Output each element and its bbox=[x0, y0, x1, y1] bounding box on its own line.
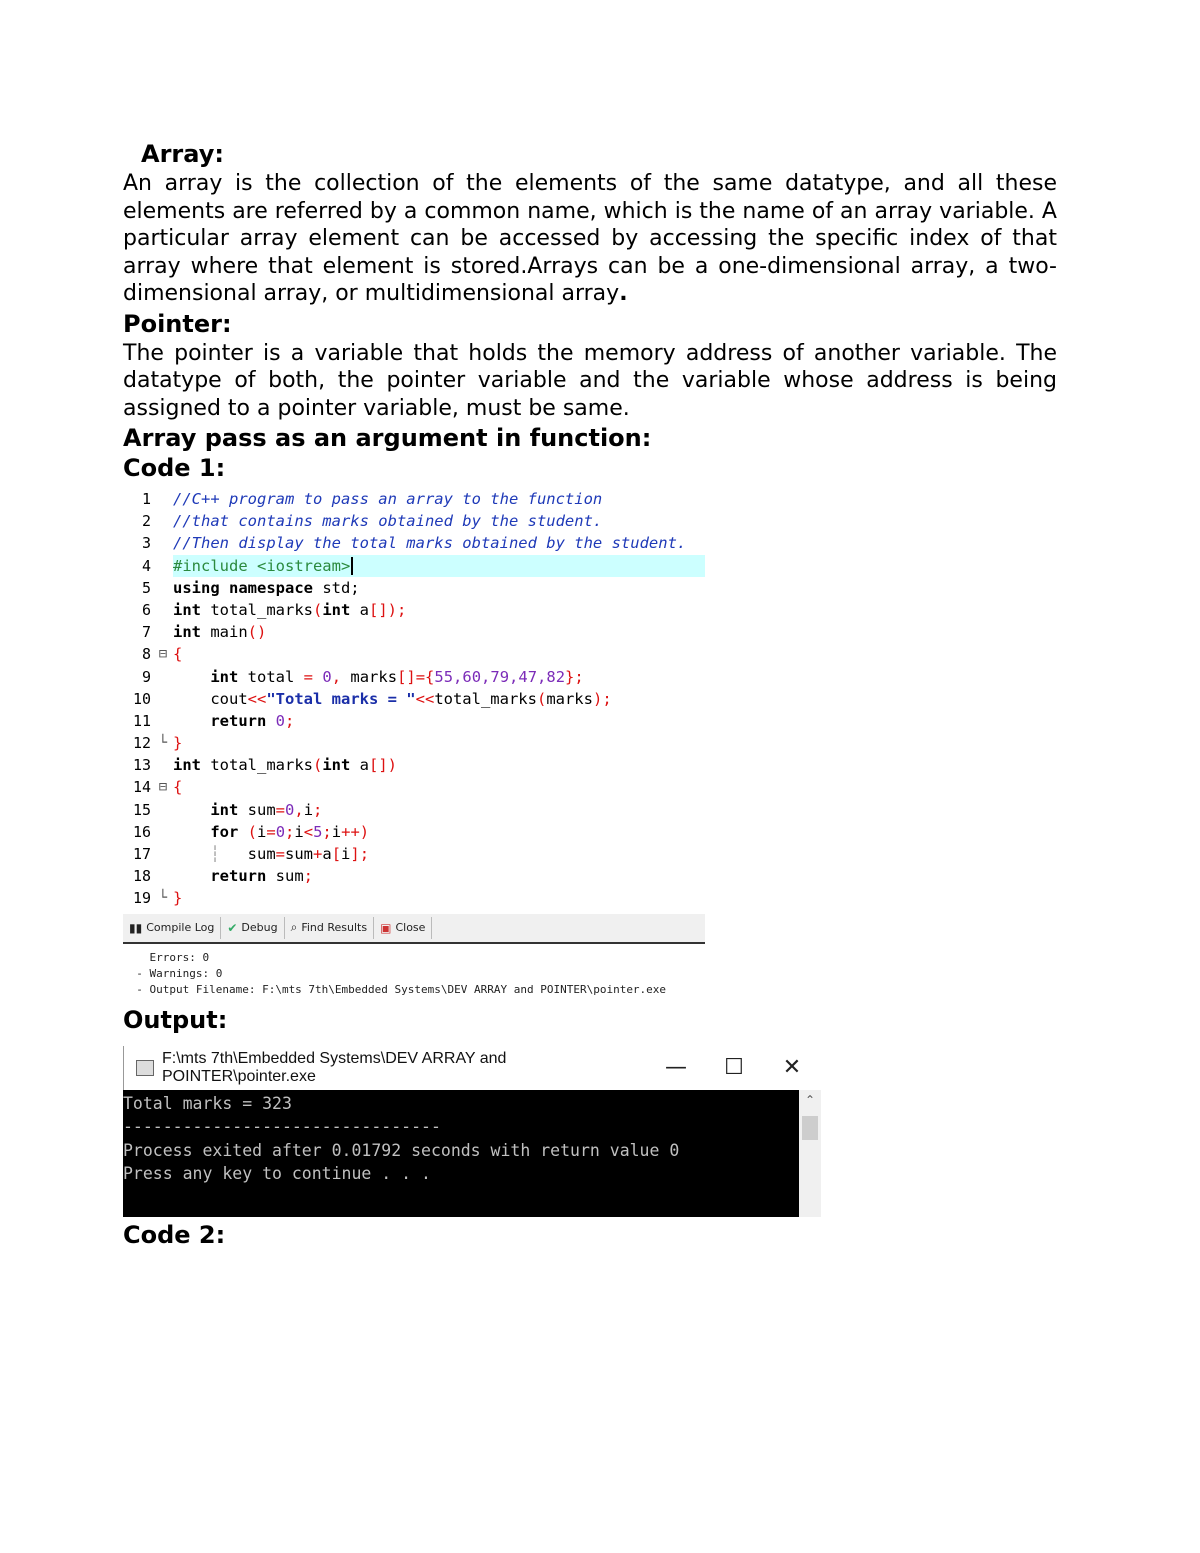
document-body bbox=[123, 138, 1057, 1251]
heading-output: Output: bbox=[123, 1005, 228, 1034]
code-line: 11 return 0; bbox=[123, 710, 705, 732]
fold-end-marker: └ bbox=[158, 890, 168, 907]
tab-compile-log[interactable]: ▮▮ Compile Log bbox=[123, 917, 221, 939]
search-icon: ⌕ bbox=[290, 920, 298, 935]
code-line bbox=[123, 532, 705, 554]
line-number: 11 bbox=[132, 711, 151, 730]
code-line: 5 using namespace std; bbox=[123, 577, 705, 599]
code-line: 13 int total_marks(int a[]) bbox=[123, 754, 705, 776]
code-line: 19 └ } bbox=[123, 887, 705, 909]
heading-code-1: Code 1: bbox=[123, 454, 226, 482]
console-screen[interactable]: Total marks = 323 -------------------------------- Process exited after 0.01792 seconds with return value 0 Press any key to continue . . . bbox=[123, 1090, 799, 1217]
line-number: 6 bbox=[141, 600, 151, 619]
code-line: 18 return sum; bbox=[123, 865, 705, 887]
code-line: 16 for (i=0;i<5;i++) bbox=[123, 821, 705, 843]
line-number: 10 bbox=[132, 689, 151, 708]
tab-close[interactable]: ▣ Close bbox=[374, 917, 432, 939]
code-editor bbox=[123, 488, 705, 910]
minimize-button[interactable]: — bbox=[665, 1055, 687, 1081]
line-number: 16 bbox=[132, 822, 151, 841]
line-number: 5 bbox=[141, 578, 151, 597]
line-number: 19 bbox=[132, 889, 151, 908]
fold-toggle-icon[interactable]: ⊟ bbox=[158, 779, 168, 796]
code-line: 7 int main() bbox=[123, 621, 705, 643]
code-line: 10 cout<<"Total marks = "<<total_marks(marks); bbox=[123, 688, 705, 710]
console-scrollbar[interactable] bbox=[799, 1090, 821, 1217]
tab-debug[interactable]: ✔ Debug bbox=[221, 917, 284, 939]
preprocessor: #include <iostream> bbox=[173, 556, 351, 575]
ide-bottom-tabs bbox=[123, 914, 705, 944]
comment: //C++ program to pass an array to the function bbox=[173, 490, 603, 508]
fold-end-marker: └ bbox=[158, 735, 168, 752]
code-line: 12 └ } bbox=[123, 732, 705, 754]
code-line bbox=[123, 488, 705, 510]
scroll-thumb[interactable] bbox=[802, 1116, 818, 1140]
text-cursor bbox=[351, 557, 353, 575]
line-number: 1 bbox=[141, 490, 151, 508]
line-number: 9 bbox=[141, 667, 151, 686]
paragraph-array bbox=[123, 170, 1057, 308]
line-number: 3 bbox=[141, 534, 151, 553]
code-line: 15 int sum=0,i; bbox=[123, 799, 705, 821]
console-title-bar bbox=[123, 1046, 821, 1090]
line-number: 12 bbox=[132, 734, 151, 753]
code-line-highlighted[interactable] bbox=[123, 555, 705, 577]
scroll-up-icon[interactable]: ⌃ bbox=[804, 1092, 816, 1107]
line-number: 18 bbox=[132, 867, 151, 886]
code-line: 6 int total_marks(int a[]); bbox=[123, 599, 705, 621]
line-number: 4 bbox=[141, 556, 151, 575]
array-period: . bbox=[619, 281, 628, 306]
code-line: 9 int total = 0, marks[]={55,60,79,47,82}; bbox=[123, 666, 705, 688]
check-icon: ✔ bbox=[227, 920, 238, 935]
line-number: 13 bbox=[132, 756, 151, 775]
console-body bbox=[123, 1090, 821, 1217]
code-line: 8 ⊟ { bbox=[123, 643, 705, 665]
comment: //Then display the total marks obtained by the student. bbox=[173, 534, 687, 553]
comment: //that contains marks obtained by the student. bbox=[173, 512, 603, 531]
line-number: 7 bbox=[141, 623, 151, 642]
paragraph-pointer: The pointer is a variable that holds the memory address of another variable. The datatype of both, the pointer variable and the variable whose address is being assigned to a pointer variable, must be same. bbox=[123, 340, 1057, 421]
line-number: 2 bbox=[141, 512, 151, 531]
console-title: F:\mts 7th\Embedded Systems\DEV ARRAY and POINTER\pointer.exe bbox=[162, 1049, 507, 1085]
heading-pointer: Pointer: bbox=[123, 309, 232, 338]
fold-toggle-icon[interactable]: ⊟ bbox=[158, 646, 168, 663]
console-window bbox=[123, 1046, 821, 1217]
maximize-button[interactable]: ☐ bbox=[724, 1055, 744, 1081]
heading-array-function: Array pass as an argument in function: bbox=[123, 424, 652, 452]
heading-array: Array: bbox=[141, 140, 224, 168]
compile-log-output: Errors: 0 - Warnings: 0 - Output Filename: F:\mts 7th\Embedded Systems\DEV ARRAY and POINTER\pointer.exe bbox=[123, 950, 667, 996]
close-button[interactable]: ✕ bbox=[782, 1055, 802, 1081]
line-number: 15 bbox=[132, 800, 151, 819]
console-app-icon bbox=[136, 1060, 154, 1076]
code-line: 17 ┆ sum=sum+a[i]; bbox=[123, 843, 705, 865]
array-text: An array is the collection of the elements of the same datatype, and all these elements are referred by a common name, which is the name of an array variable. A particular array element can be accessed by accessing the specific index of that array where that element is stored.Arrays can be a one-dimensional array, a two-dimensional array, or multidimensional array bbox=[123, 171, 1057, 306]
line-number: 8 bbox=[141, 645, 151, 664]
code-line: 14 ⊟ { bbox=[123, 776, 705, 798]
heading-code-2: Code 2: bbox=[123, 1220, 226, 1249]
close-icon: ▣ bbox=[380, 920, 392, 935]
line-number: 17 bbox=[132, 845, 151, 863]
bar-chart-icon: ▮▮ bbox=[129, 920, 143, 935]
tab-find-results[interactable]: ⌕ Find Results bbox=[285, 917, 375, 939]
code-line bbox=[123, 510, 705, 532]
line-number: 14 bbox=[132, 778, 151, 797]
